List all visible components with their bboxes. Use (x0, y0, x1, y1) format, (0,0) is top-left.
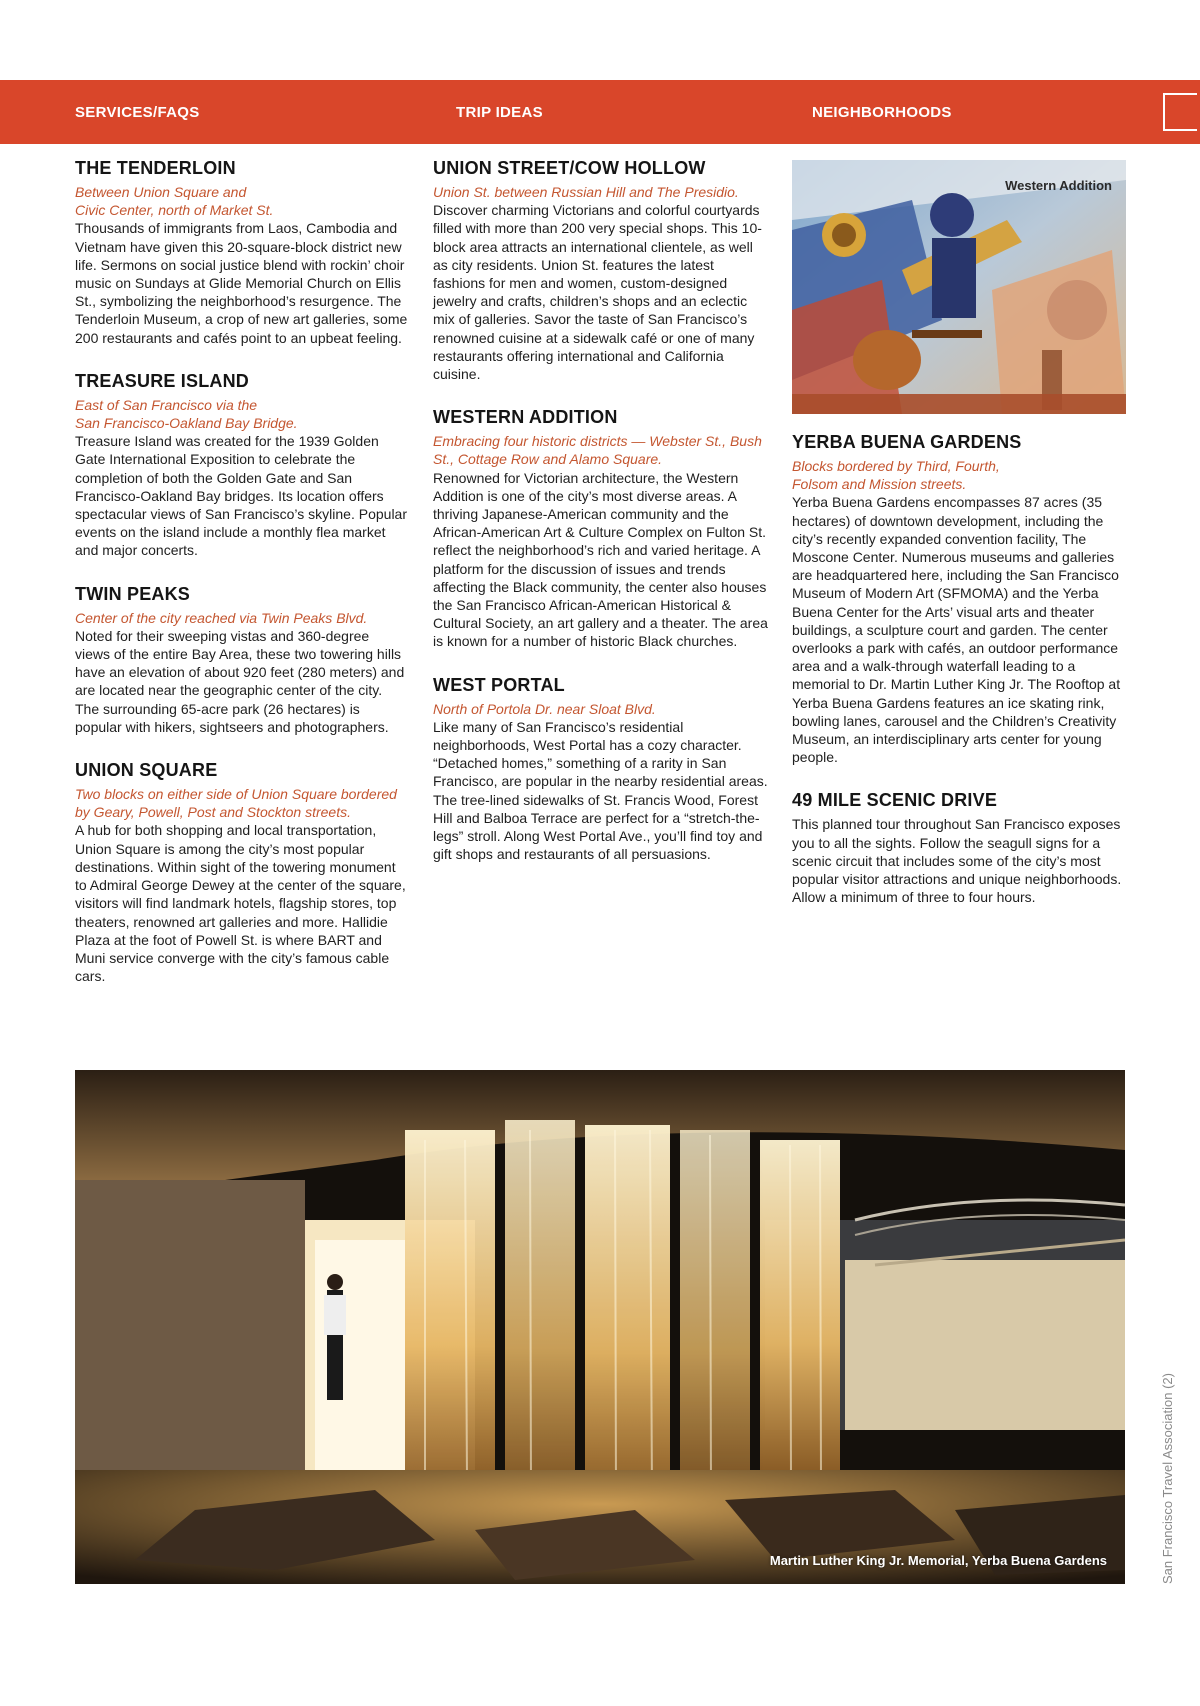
section-western-addition (433, 407, 769, 650)
section-title: WEST PORTAL (433, 674, 565, 695)
section-body: This planned tour throughout San Francisco exposes you to all the sights. Follow the seagull signs for a scenic circuit that includes some of the city’s most popular visitor attractions and unique neighborhoods. Allow a minimum of three to four hours. (792, 816, 1122, 906)
section-location: Embracing four historic districts — Webster St., Bush St., Cottage Row and Alamo Square. (433, 433, 762, 468)
photo-caption: Martin Luther King Jr. Memorial, Yerba Buena Gardens (769, 1553, 1107, 1568)
column-middle (433, 158, 769, 888)
section-title: TREASURE ISLAND (75, 370, 250, 391)
mlk-memorial-photo (75, 1070, 1125, 1584)
column-right (792, 432, 1128, 930)
section-title: UNION STREET/COW HOLLOW (433, 158, 706, 178)
section-union-square (75, 760, 408, 985)
section-location: North of Portola Dr. near Sloat Blvd. (433, 700, 656, 717)
section-body: Treasure Island was created for the 1939 Golden Gate International Exposition to celebrate the completion of both the Golden Gate and San Francisco-Oakland Bay bridges. Its location offers spectacular views of San Francisco’s skyline. Popular events on the island include a monthly flea market and major concerts. (75, 433, 408, 559)
section-title: THE TENDERLOIN (75, 158, 236, 178)
section-body: Thousands of immigrants from Laos, Cambodia and Vietnam have given this 20-square-block district new life. Sermons on social justice blend with rockin’ choir music on Sundays at Glide Memorial Church on Ellis St., symbolizing the neighborhood’s resurgence. The Tenderloin Museum, a crop of new art galleries, some 200 restaurants and cafés point to an upbeat feeling. (75, 220, 408, 346)
section-location: Between Union Square and Civic Center, north of Market St. (75, 184, 274, 219)
section-twin-peaks (75, 584, 408, 736)
section-yerba-buena (792, 432, 1128, 766)
section-tenderloin (75, 158, 408, 347)
photo-credit: San Francisco Travel Association (2) (1160, 1373, 1175, 1584)
section-body: Renowned for Victorian architecture, the Western Addition is one of the city’s most diverse areas. A thriving Japanese-American community and the African-American Art & Culture Complex on Fulton St. reflect the neighborhood’s rich and varied heritage. A platform for the discussion of issues and trends affecting the Black community, the center also houses the San Francisco African-American Historical & Cultural Society, an art gallery and a theater. The area is known for a number of historic Black churches. (433, 469, 768, 650)
section-west-portal (433, 675, 769, 864)
section-scenic-drive (792, 790, 1128, 906)
section-location: Blocks bordered by Third, Fourth, Folsom and Mission streets. (792, 458, 1000, 493)
fountain-illustration (75, 1070, 1125, 1584)
section-location: Two blocks on either side of Union Square bordered by Geary, Powell, Post and Stockton streets. (75, 786, 397, 821)
column-left (75, 158, 408, 1009)
section-title: 49 MILE SCENIC DRIVE (792, 790, 998, 811)
section-title: TWIN PEAKS (75, 583, 191, 604)
section-title: UNION SQUARE (75, 760, 218, 781)
section-body: Yerba Buena Gardens encompasses 87 acres (35 hectares) of downtown development, including the city’s recently expanded convention facility, The Moscone Center. Numerous museums and galleries are headquartered here, including the San Francisco Museum of Modern Art (SFMOMA) and the Yerba Buena Center for the Arts’ visual arts and theater buildings, a sculpture court and garden. The center overlooks a park with cafés, an outdoor performance area and a walk-through waterfall leading to a memorial to Dr. Martin Luther King Jr. The Rooftop at Yerba Buena Gardens features an ice skating rink, bowling lanes, carousel and the Children’s Creativity Museum, an interdisciplinary arts center for young people. (792, 494, 1121, 766)
mural-photo (792, 160, 1126, 414)
section-title: WESTERN ADDITION (433, 407, 618, 428)
section-title: YERBA BUENA GARDENS (792, 432, 1022, 452)
section-body: A hub for both shopping and local transportation, Union Square is among the city’s most popular destinations. Within sight of the towering monument to Admiral George Dewey at the center of the square, visitors will find landmark hotels, flagship stores, top theaters, renowned art galleries and more. Hallidie Plaza at the foot of Powell St. is where BART and Muni service converge with the city’s famous cable cars. (75, 822, 406, 985)
section-body: Like many of San Francisco’s residential neighborhoods, West Portal has a cozy character. “Detached homes,” something of a rarity in San Francisco, are popular in the nearby residential areas. The tree-lined sidewalks of St. Francis Wood, Forest Hill and Balboa Terrace are perfect for a “stretch-the-legs” stroll. Along West Portal Ave., you’ll find toy and gift shops and restaurants of all persuasions. (433, 718, 768, 863)
section-location: Union St. between Russian Hill and The Presidio. (433, 184, 739, 200)
section-body: Noted for their sweeping vistas and 360-degree views of the entire Bay Area, these two towering hills have an elevation of about 920 feet (280 meters) and are located near the geographic center of the city. The surrounding 65-acre park (26 hectares) is popular with hikers, sightseers and photographers. (75, 627, 405, 735)
mural-illustration (792, 160, 1126, 414)
mural-caption: Western Addition (1005, 178, 1112, 193)
section-body: Discover charming Victorians and colorful courtyards filled with more than 200 very special shops. This 10-block area attracts an international clientele, as well as city residents. Union St. features the latest fashions for men and women, custom-designed jewelry and crafts, children’s shops and an eclectic mix of galleries. Savor the taste of San Francisco’s renowned cuisine at a sidewalk café or one of many restaurants offering international and California cuisine. (433, 202, 762, 383)
nav-trip-ideas[interactable]: TRIP IDEAS (456, 104, 543, 121)
section-location: East of San Francisco via the San Francisco-Oakland Bay Bridge. (75, 396, 298, 432)
nav-menu-box[interactable] (1163, 93, 1197, 131)
section-union-street (433, 158, 769, 383)
section-location: Center of the city reached via Twin Peaks Blvd. (75, 609, 368, 626)
nav-neighborhoods[interactable]: NEIGHBORHOODS (812, 104, 952, 121)
section-treasure-island (75, 371, 408, 560)
nav-services-faqs[interactable]: SERVICES/FAQS (75, 104, 200, 121)
